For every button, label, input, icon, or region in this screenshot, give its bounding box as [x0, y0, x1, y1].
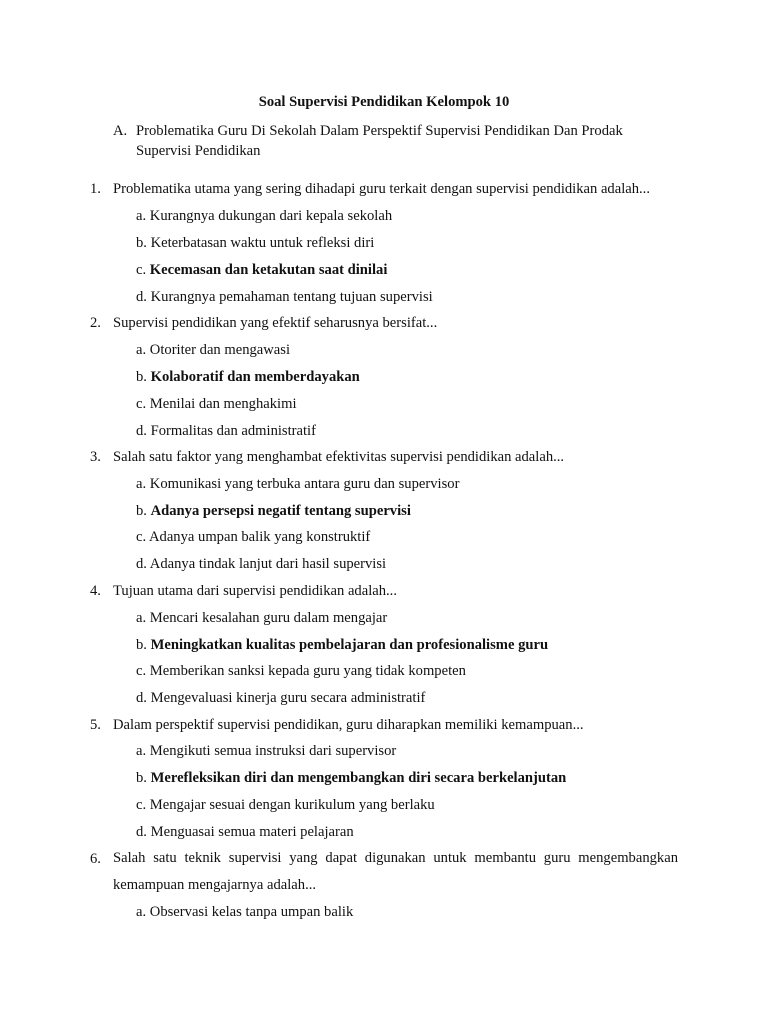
- question-6: [90, 845, 678, 899]
- option-letter: b.: [136, 503, 147, 519]
- option-text: Komunikasi yang terbuka antara guru dan supervisor: [149, 476, 460, 492]
- question-number: 3.: [90, 449, 101, 465]
- option-text: Adanya tindak lanjut dari hasil supervisi: [149, 556, 387, 572]
- option-text-answer: Adanya persepsi negatif tentang supervisi: [150, 503, 411, 519]
- option-letter: b.: [136, 770, 147, 786]
- option-text: Menilai dan menghakimi: [149, 396, 297, 412]
- option-letter: d.: [136, 556, 147, 572]
- option-text: Otoriter dan mengawasi: [149, 342, 291, 358]
- option-2c: [136, 394, 297, 414]
- option-1c: [136, 260, 387, 280]
- option-5b: [136, 768, 566, 788]
- option-5a: [136, 741, 396, 761]
- question-number: 4.: [90, 583, 101, 599]
- option-text: Formalitas dan administratif: [150, 423, 316, 439]
- option-letter: b.: [136, 637, 147, 653]
- section-text: Problematika Guru Di Sekolah Dalam Perspektif Supervisi Pendidikan Dan Prodak Supervisi Pendidikan: [136, 123, 623, 159]
- document-title: Soal Supervisi Pendidikan Kelompok 10: [258, 94, 510, 110]
- option-letter: a.: [136, 904, 147, 920]
- option-text: Observasi kelas tanpa umpan balik: [149, 904, 354, 920]
- question-text: Tujuan utama dari supervisi pendidikan adalah...: [113, 583, 397, 599]
- option-text: Adanya umpan balik yang konstruktif: [148, 529, 371, 545]
- option-2b: [136, 367, 360, 387]
- option-1a: [136, 206, 392, 226]
- option-3c: [136, 527, 370, 547]
- question-number: 1.: [90, 181, 101, 197]
- option-letter: a.: [136, 610, 147, 626]
- option-3b: [136, 501, 411, 521]
- question-2: [90, 313, 678, 333]
- option-letter: d.: [136, 824, 147, 840]
- option-text: Menguasai semua materi pelajaran: [150, 824, 354, 840]
- option-text-answer: Kolaboratif dan memberdayakan: [150, 369, 360, 385]
- option-text: Memberikan sanksi kepada guru yang tidak kompeten: [149, 663, 466, 679]
- question-number: 2.: [90, 315, 101, 331]
- option-letter: a.: [136, 476, 147, 492]
- option-letter: b.: [136, 369, 147, 385]
- option-text: Keterbatasan waktu untuk refleksi diri: [150, 235, 375, 251]
- option-letter: c.: [136, 262, 147, 278]
- question-text: Salah satu teknik supervisi yang dapat digunakan untuk membantu guru mengembangkan kemampuan mengajarnya adalah...: [113, 850, 678, 893]
- option-letter: a.: [136, 208, 147, 224]
- question-text: Salah satu faktor yang menghambat efektivitas supervisi pendidikan adalah...: [113, 449, 565, 465]
- question-4: [90, 581, 678, 601]
- question-text: Supervisi pendidikan yang efektif seharusnya bersifat...: [113, 315, 438, 331]
- option-letter: a.: [136, 743, 147, 759]
- question-number: 5.: [90, 717, 101, 733]
- option-4d: [136, 688, 425, 708]
- option-text: Mengikuti semua instruksi dari supervisor: [149, 743, 397, 759]
- option-5d: [136, 822, 354, 842]
- option-4a: [136, 608, 387, 628]
- option-letter: d.: [136, 690, 147, 706]
- option-text-answer: Kecemasan dan ketakutan saat dinilai: [149, 262, 388, 278]
- option-text: Mengevaluasi kinerja guru secara administratif: [150, 690, 426, 706]
- option-letter: c.: [136, 529, 147, 545]
- option-text: Mengajar sesuai dengan kurikulum yang berlaku: [149, 797, 435, 813]
- option-letter: c.: [136, 396, 147, 412]
- option-letter: b.: [136, 235, 147, 251]
- section-marker: A.: [113, 123, 128, 139]
- option-text: Mencari kesalahan guru dalam mengajar: [149, 610, 388, 626]
- option-text: Kurangnya dukungan dari kepala sekolah: [149, 208, 393, 224]
- question-3: [90, 447, 678, 467]
- option-5c: [136, 795, 435, 815]
- option-text-answer: Meningkatkan kualitas pembelajaran dan profesionalisme guru: [150, 637, 549, 653]
- option-letter: d.: [136, 423, 147, 439]
- option-1d: [136, 287, 433, 307]
- option-3a: [136, 474, 459, 494]
- option-letter: d.: [136, 289, 147, 305]
- option-1b: [136, 233, 374, 253]
- option-letter: a.: [136, 342, 147, 358]
- option-3d: [136, 554, 386, 574]
- option-4b: [136, 635, 548, 655]
- option-4c: [136, 661, 466, 681]
- question-5: [90, 715, 678, 735]
- question-text: Dalam perspektif supervisi pendidikan, guru diharapkan memiliki kemampuan...: [113, 717, 584, 733]
- question-number: 6.: [90, 851, 101, 867]
- question-text: Problematika utama yang sering dihadapi guru terkait dengan supervisi pendidikan adalah...: [113, 181, 650, 197]
- option-6a: [136, 902, 353, 922]
- section-heading: [113, 121, 673, 161]
- option-letter: c.: [136, 663, 147, 679]
- question-1: [90, 179, 678, 199]
- option-2d: [136, 421, 316, 441]
- option-letter: c.: [136, 797, 147, 813]
- option-text: Kurangnya pemahaman tentang tujuan supervisi: [150, 289, 433, 305]
- option-text-answer: Merefleksikan diri dan mengembangkan diri secara berkelanjutan: [150, 770, 567, 786]
- option-2a: [136, 340, 290, 360]
